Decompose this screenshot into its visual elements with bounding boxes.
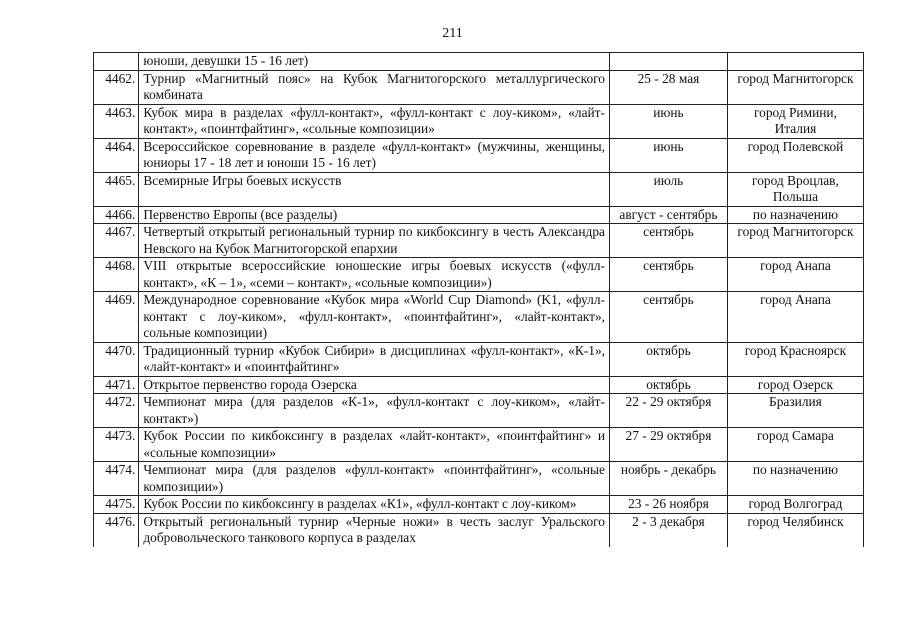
table-row [94, 224, 864, 258]
row-number: 4465. [94, 172, 139, 206]
row-number: 4473. [94, 428, 139, 462]
event-name: Первенство Европы (все разделы) [139, 206, 610, 224]
event-date: 27 - 29 октября [610, 428, 728, 462]
table-row [94, 292, 864, 343]
event-place: по назначению [727, 206, 863, 224]
event-date: 25 - 28 мая [610, 70, 728, 104]
event-place: город Челябинск [727, 513, 863, 547]
event-name: VIII открытые всероссийские юношеские игры боевых искусств («фулл-контакт», «К – 1», «семи – контакт», «сольные композиции») [139, 258, 610, 292]
row-number: 4472. [94, 394, 139, 428]
table-row [94, 104, 864, 138]
event-place [727, 53, 863, 71]
events-table-body [94, 53, 864, 547]
event-date: ноябрь - декабрь [610, 462, 728, 496]
row-number: 4469. [94, 292, 139, 343]
event-name: Открытое первенство города Озерска [139, 376, 610, 394]
event-date: июнь [610, 104, 728, 138]
event-date: июнь [610, 138, 728, 172]
event-place: город Полевской [727, 138, 863, 172]
event-name: Всемирные Игры боевых искусств [139, 172, 610, 206]
event-name: Международное соревнование «Кубок мира «World Cup Diamond» (K1, «фулл-контакт с лоу-киком», «фулл-контакт», «поинтфайтинг», «лайт-контакт», сольные композиции) [139, 292, 610, 343]
events-table [93, 52, 864, 547]
event-name: Всероссийское соревнование в разделе «фулл-контакт» (мужчины, женщины, юниоры 17 - 18 лет и юноши 15 - 16 лет) [139, 138, 610, 172]
event-place: город Магнитогорск [727, 70, 863, 104]
event-date: октябрь [610, 342, 728, 376]
event-date: октябрь [610, 376, 728, 394]
event-place: Бразилия [727, 394, 863, 428]
table-row [94, 394, 864, 428]
row-number [94, 53, 139, 71]
row-number: 4468. [94, 258, 139, 292]
table-row [94, 206, 864, 224]
page-number: 211 [442, 26, 463, 41]
table-row [94, 138, 864, 172]
event-name: Кубок России по кикбоксингу в разделах «К1», «фулл-контакт с лоу-киком» [139, 496, 610, 514]
table-row [94, 376, 864, 394]
row-number: 4471. [94, 376, 139, 394]
event-name: Турнир «Магнитный пояс» на Кубок Магнитогорского металлургического комбината [139, 70, 610, 104]
event-place: город Озерск [727, 376, 863, 394]
event-date: июль [610, 172, 728, 206]
event-place: город Магнитогорск [727, 224, 863, 258]
row-number: 4474. [94, 462, 139, 496]
event-name: Чемпионат мира (для разделов «фулл-контакт» «поинтфайтинг», «сольные композиции») [139, 462, 610, 496]
event-place: по назначению [727, 462, 863, 496]
table-row [94, 462, 864, 496]
event-place: город Самара [727, 428, 863, 462]
event-place: город Волгоград [727, 496, 863, 514]
event-date: сентябрь [610, 292, 728, 343]
row-number: 4475. [94, 496, 139, 514]
table-row [94, 428, 864, 462]
event-place: город Анапа [727, 292, 863, 343]
event-date: сентябрь [610, 224, 728, 258]
event-place: город Вроцлав, Польша [727, 172, 863, 206]
table-row [94, 496, 864, 514]
row-number: 4463. [94, 104, 139, 138]
event-name: Чемпионат мира (для разделов «К-1», «фулл-контакт с лоу-киком», «лайт-контакт») [139, 394, 610, 428]
row-number: 4470. [94, 342, 139, 376]
event-place: город Римини, Италия [727, 104, 863, 138]
event-place: город Анапа [727, 258, 863, 292]
row-number: 4467. [94, 224, 139, 258]
row-number: 4462. [94, 70, 139, 104]
event-date: 23 - 26 ноября [610, 496, 728, 514]
event-date [610, 53, 728, 71]
event-name: Традиционный турнир «Кубок Сибири» в дисциплинах «фулл-контакт», «К-1», «лайт-контакт» и «поинтфайтинг» [139, 342, 610, 376]
event-name: юноши, девушки 15 - 16 лет) [139, 53, 610, 71]
table-row [94, 258, 864, 292]
table-row [94, 513, 864, 547]
event-name: Открытый региональный турнир «Черные ножи» в честь заслуг Уральского добровольческого танкового корпуса в разделах [139, 513, 610, 547]
event-date: 2 - 3 декабря [610, 513, 728, 547]
event-place: город Красноярск [727, 342, 863, 376]
row-number: 4466. [94, 206, 139, 224]
table-row [94, 70, 864, 104]
event-name: Кубок мира в разделах «фулл-контакт», «фулл-контакт с лоу-киком», «лайт-контакт», «поинтфайтинг», «сольные композиции» [139, 104, 610, 138]
table-row [94, 172, 864, 206]
event-date: август - сентябрь [610, 206, 728, 224]
row-number: 4476. [94, 513, 139, 547]
row-number: 4464. [94, 138, 139, 172]
table-row [94, 53, 864, 71]
event-name: Кубок России по кикбоксингу в разделах «лайт-контакт», «поинтфайтинг» и «сольные композиции» [139, 428, 610, 462]
event-date: 22 - 29 октября [610, 394, 728, 428]
event-name: Четвертый открытый региональный турнир по кикбоксингу в честь Александра Невского на Кубок Магнитогорской епархии [139, 224, 610, 258]
event-date: сентябрь [610, 258, 728, 292]
table-row [94, 342, 864, 376]
